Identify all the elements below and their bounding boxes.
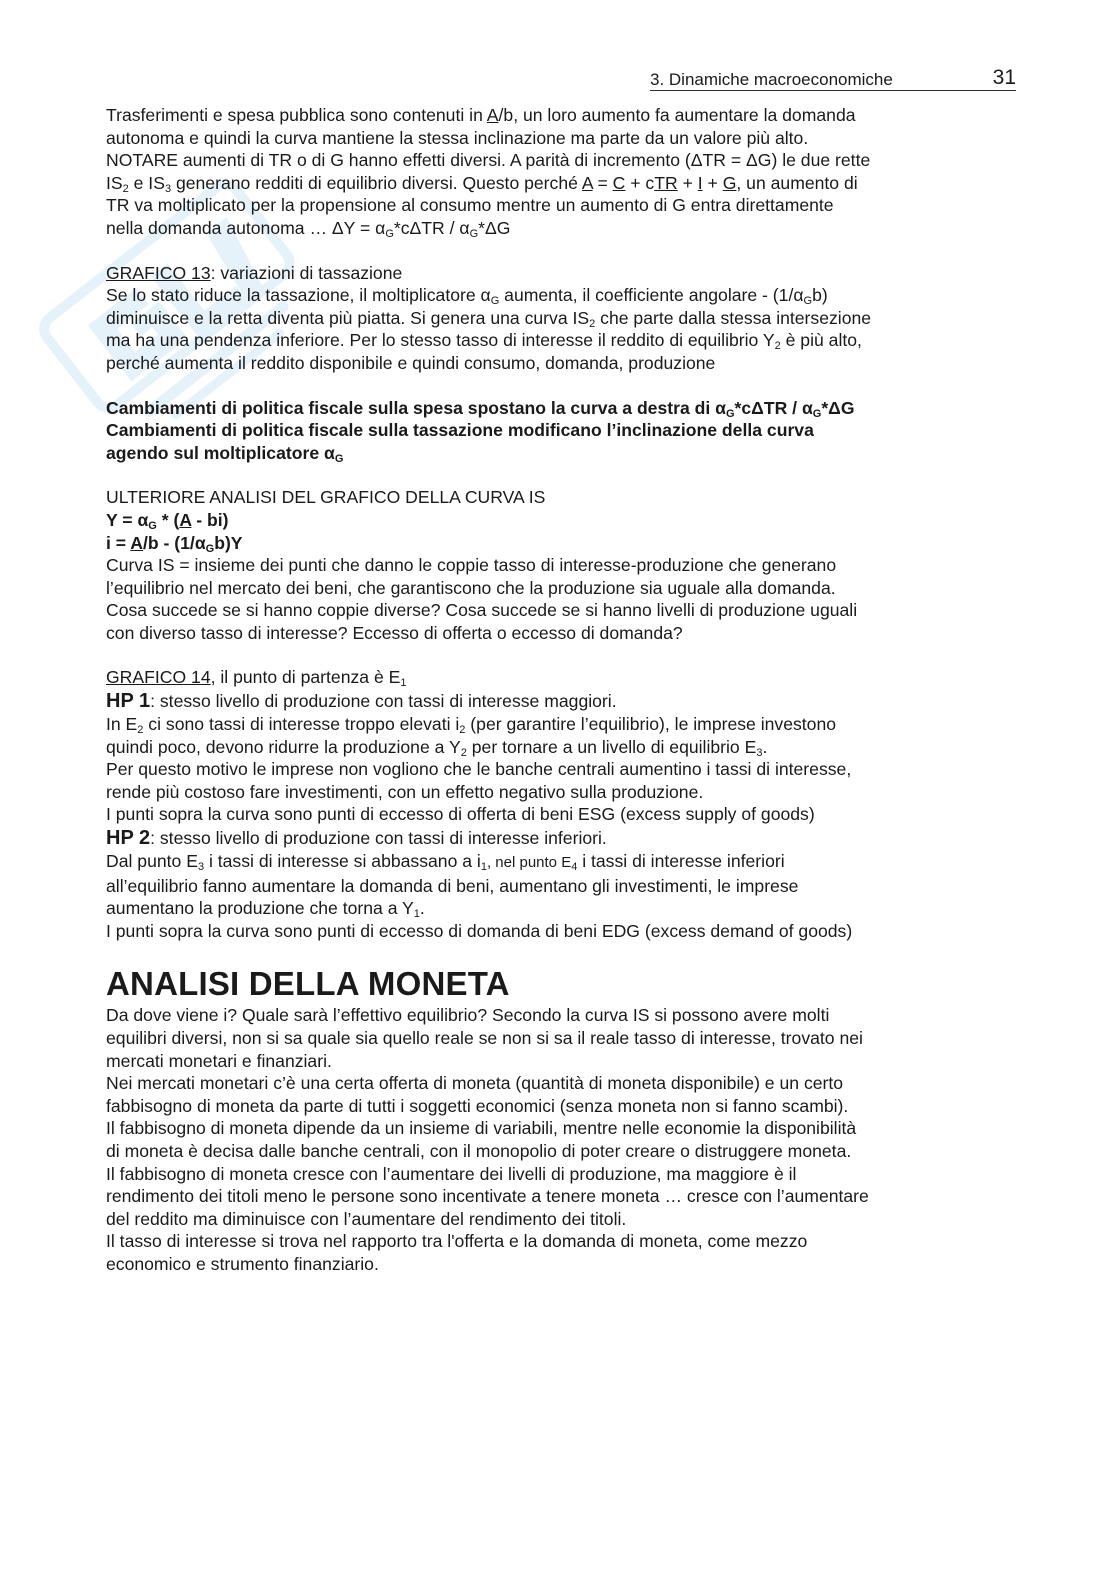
text-line: nella domanda autonoma … $\Delta Y = \alpha_G*c\Delta TR / \alpha_G*\Delta G$: [106, 217, 511, 240]
text-line: Il fabbisogno di moneta cresce con l’aumentare dei livelli di produzione, ma maggiore è il: [106, 1163, 797, 1184]
text-line: Curva IS = insieme dei punti che danno le coppie tasso di interesse-produzione che generano: [106, 555, 837, 576]
text-line: Il fabbisogno di moneta dipende da un insieme di variabili, mentre nelle economie la disponibilità: [106, 1118, 857, 1139]
text-line: quindi poco, devono ridurre la produzione a $Y_2$ per tornare a un livello di equilibrio $E_3$.: [106, 736, 768, 759]
equation-y: $Y = \alpha_G * (A - bi)$: [106, 509, 229, 532]
section-title: ULTERIORE ANALISI DEL GRAFICO DELLA CURVA IS: [106, 487, 546, 508]
text-line: perché aumenta il reddito disponibile e quindi consumo, domanda, produzione: [106, 352, 716, 373]
text-line: aumentano la produzione che torna a $Y_1$.: [106, 898, 425, 921]
text-line: Nei mercati monetari c’è una certa offerta di moneta (quantità di moneta disponibile) e un certo: [106, 1073, 844, 1094]
text-line: l’equilibrio nel mercato dei beni, che garantiscono che la produzione sia uguale alla domanda.: [106, 577, 836, 598]
paragraph-transfers: [106, 104, 1016, 240]
text-line: del reddito ma diminuisce con l’aumentare del rendimento dei titoli.: [106, 1208, 627, 1229]
section-grafico-14: [106, 666, 1016, 942]
text-line: In $E_2$ ci sono tassi di interesse troppo elevati $i_2$ (per garantire l’equilibrio), le imprese investono: [106, 714, 837, 737]
page-header: [650, 66, 1016, 91]
section-heading-moneta: ANALISI DELLA MONETA: [106, 965, 510, 1003]
text-line: rendimento dei titoli meno le persone sono incentivate a tenere moneta … cresce con l’aumentare: [106, 1186, 869, 1207]
text-line: Cambiamenti di politica fiscale sulla spesa spostano la curva a destra di $\alpha_G*c\Delta TR / \alpha_G*\Delta G$: [106, 397, 855, 420]
section-title: GRAFICO 13: variazioni di tassazione: [106, 262, 403, 283]
text-line: Dal punto $E_3$ i tassi di interesse si abbassano a $i_1$, nel punto $E_4$ i tassi di interesse inferiori: [106, 851, 785, 874]
page-number: 31: [992, 66, 1016, 89]
text-line: agendo sul moltiplicatore $\alpha_G$: [106, 442, 344, 465]
section-moneta: [106, 1004, 1016, 1275]
text-line: mercati monetari e finanziari.: [106, 1050, 332, 1071]
page-content: [106, 104, 1016, 1276]
text-line: diminuisce e la retta diventa più piatta. Si genera una curva $IS_2$ che parte dalla stessa intersezione: [106, 307, 872, 330]
section-analisi-is: [106, 486, 1016, 644]
text-line: TR va moltiplicato per la propensione al consumo mentre un aumento di G entra direttamente: [106, 195, 834, 216]
section-grafico-13: [106, 262, 1016, 375]
text-line: $IS_2$ e $IS_3$ generano redditi di equilibrio diversi. Questo perché A = C + cTR + I + G, un aumento di: [106, 172, 858, 195]
text-line: I punti sopra la curva sono punti di eccesso di offerta di beni ESG (excess supply of goods): [106, 804, 815, 825]
text-line: equilibri diversi, non si sa quale sia quello reale se non si sa il reale tasso di interesse, trovato nei: [106, 1028, 863, 1048]
text-line: Cosa succede se si hanno coppie diverse? Cosa succede se si hanno livelli di produzione uguali: [106, 600, 858, 621]
text-line: all’equilibrio fanno aumentare la domanda di beni, aumentano gli investimenti, le imprese: [106, 875, 799, 896]
text-line: ma ha una pendenza inferiore. Per lo stesso tasso di interesse il reddito di equilibrio $Y_2$ è più alto,: [106, 330, 862, 353]
chapter-title: 3. Dinamiche macroeconomiche: [650, 70, 893, 89]
text-line: I punti sopra la curva sono punti di eccesso di domanda di beni EDG (excess demand of goods): [106, 920, 853, 941]
text-line: di moneta è decisa dalle banche centrali, con il monopolio di poter creare o distruggere moneta.: [106, 1140, 852, 1161]
bold-summary: [106, 397, 1016, 465]
text-line: economico e strumento finanziario.: [106, 1253, 379, 1274]
text-line: Trasferimenti e spesa pubblica sono contenuti in A/b, un loro aumento fa aumentare la domanda: [106, 105, 856, 125]
text-line: rende più costoso fare investimenti, con un effetto negativo sulla produzione.: [106, 781, 704, 802]
text-line: con diverso tasso di interesse? Eccesso di offerta o eccesso di domanda?: [106, 622, 683, 643]
hp1-heading: HP 1: stesso livello di produzione con tassi di interesse maggiori.: [106, 690, 617, 713]
text-line: Se lo stato riduce la tassazione, il moltiplicatore $\alpha_G$ aumenta, il coefficiente angolare - $(1/\alpha_Gb)$: [106, 285, 828, 308]
text-line: autonoma e quindi la curva mantiene la stessa inclinazione ma parte da un valore più alto.: [106, 127, 809, 148]
equation-i: $i = A/b - (1/\alpha_Gb)Y$: [106, 532, 243, 555]
text-line: Per questo motivo le imprese non vogliono che le banche centrali aumentino i tassi di interesse,: [106, 759, 852, 780]
text-line: Da dove viene i? Quale sarà l’effettivo equilibrio? Secondo la curva IS si possono avere molti: [106, 1005, 830, 1026]
text-line: fabbisogno di moneta da parte di tutti i soggetti economici (senza moneta non si fanno scambi).: [106, 1095, 849, 1116]
section-title: GRAFICO 14, il punto di partenza è $E_1$: [106, 667, 407, 690]
hp2-heading: HP 2: stesso livello di produzione con tassi di interesse inferiori.: [106, 827, 607, 850]
text-line: NOTARE aumenti di TR o di G hanno effetti diversi. A parità di incremento (ΔTR = ΔG) le due rette: [106, 150, 871, 171]
text-line: Cambiamenti di politica fiscale sulla tassazione modificano l’inclinazione della curva: [106, 420, 814, 441]
text-line: Il tasso di interesse si trova nel rapporto tra l'offerta e la domanda di moneta, come mezzo: [106, 1231, 808, 1252]
